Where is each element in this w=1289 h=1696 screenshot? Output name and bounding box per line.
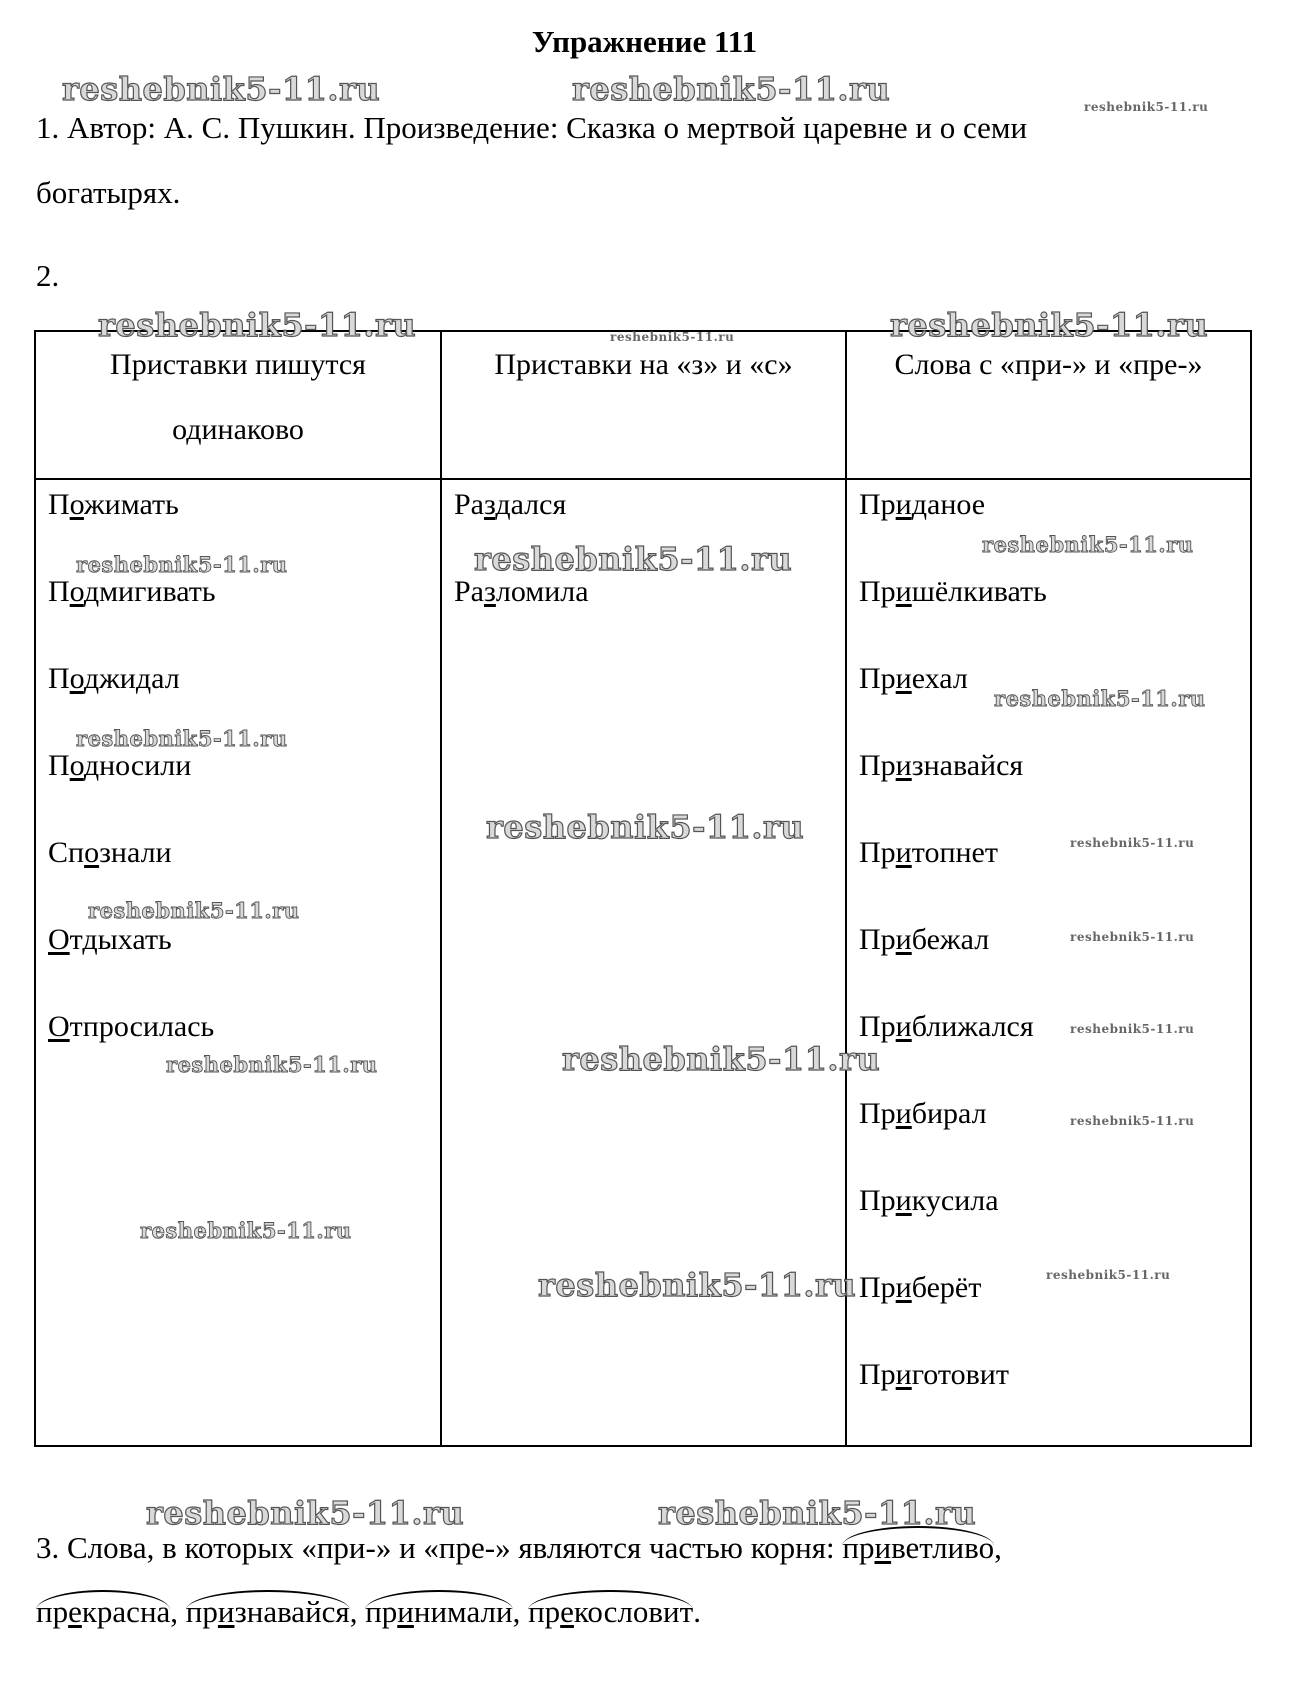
- underlined-letter: и: [895, 575, 912, 608]
- underlined-letter: и: [895, 662, 912, 695]
- table-word: Приберёт: [859, 1271, 982, 1304]
- underlined-letter: и: [397, 1594, 414, 1629]
- watermark: reshebnik5-11.ru: [1070, 836, 1195, 850]
- underlined-letter: О: [48, 923, 70, 956]
- watermark: reshebnik5-11.ru: [610, 330, 735, 344]
- question-3-line-1: 3. Слова, в которых «при-» и «пре-» являются частью корня: приветливо,: [36, 1530, 1002, 1565]
- root-word: принимали: [365, 1594, 513, 1629]
- underlined-letter: и: [895, 749, 912, 782]
- table-word: Пожимать: [48, 488, 179, 521]
- watermark: reshebnik5-11.ru: [98, 306, 417, 344]
- watermark: reshebnik5-11.ru: [486, 808, 805, 846]
- underlined-letter: и: [895, 1271, 912, 1304]
- underlined-letter: о: [69, 749, 84, 782]
- watermark: reshebnik5-11.ru: [474, 540, 793, 578]
- watermark: reshebnik5-11.ru: [890, 306, 1209, 344]
- watermark: reshebnik5-11.ru: [88, 898, 300, 923]
- question-1-line-2: богатырях.: [36, 175, 181, 210]
- watermark: reshebnik5-11.ru: [994, 686, 1206, 711]
- page-title: Упражнение 111: [531, 24, 758, 59]
- underlined-letter: и: [217, 1594, 235, 1629]
- underlined-letter: и: [895, 1184, 912, 1217]
- watermark: reshebnik5-11.ru: [658, 1494, 977, 1532]
- underlined-letter: О: [48, 1010, 70, 1043]
- root-word: приветливо: [842, 1530, 995, 1565]
- underlined-letter: з: [484, 488, 496, 521]
- watermark: reshebnik5-11.ru: [572, 70, 891, 108]
- watermark: reshebnik5-11.ru: [146, 1494, 465, 1532]
- underlined-letter: и: [895, 1010, 912, 1043]
- table-word: Приближался: [859, 1010, 1034, 1043]
- col-same-prefixes: [35, 479, 441, 1446]
- watermark: reshebnik5-11.ru: [1070, 930, 1195, 944]
- table-word: Прибежал: [859, 923, 990, 956]
- watermark: reshebnik5-11.ru: [166, 1052, 378, 1077]
- watermark: reshebnik5-11.ru: [62, 70, 381, 108]
- table-word: Приехал: [859, 662, 968, 695]
- question-1-line-1: 1. Автор: А. С. Пушкин. Произведение: Сказка о мертвой царевне и о семи: [36, 110, 1028, 145]
- question-3-intro: 3. Слова, в которых «при-» и «пре-» являются частью корня:: [36, 1530, 843, 1565]
- underlined-letter: е: [68, 1594, 82, 1629]
- underlined-letter: е: [560, 1594, 574, 1629]
- underlined-letter: и: [895, 923, 912, 956]
- table-word: Прибирал: [859, 1097, 987, 1130]
- watermark: reshebnik5-11.ru: [982, 532, 1194, 557]
- watermark: reshebnik5-11.ru: [76, 552, 288, 577]
- watermark: reshebnik5-11.ru: [140, 1218, 352, 1243]
- table-word: Прикусила: [859, 1184, 999, 1217]
- underlined-letter: и: [895, 1358, 912, 1391]
- root-word: прекословит: [528, 1594, 694, 1629]
- question-2-label: 2.: [36, 258, 60, 293]
- table-word: Отпросилась: [48, 1010, 215, 1043]
- underlined-letter: и: [895, 836, 912, 869]
- watermark: reshebnik5-11.ru: [538, 1266, 857, 1304]
- watermark: reshebnik5-11.ru: [76, 726, 288, 751]
- watermark: reshebnik5-11.ru: [562, 1040, 881, 1078]
- watermark: reshebnik5-11.ru: [1084, 100, 1209, 114]
- table-word: Разломила: [454, 575, 589, 608]
- watermark: reshebnik5-11.ru: [1070, 1022, 1195, 1036]
- table-word: Спознали: [48, 836, 172, 869]
- header-pri-pre-words: Слова с «при-» и «пре-»: [846, 331, 1251, 479]
- underlined-letter: и: [895, 1097, 912, 1130]
- underlined-letter: з: [484, 575, 496, 608]
- underlined-letter: о: [69, 488, 84, 521]
- underlined-letter: о: [69, 575, 84, 608]
- table-word: Поджидал: [48, 662, 180, 695]
- table-word: Приготовит: [859, 1358, 1009, 1391]
- watermark: reshebnik5-11.ru: [1046, 1268, 1171, 1282]
- underlined-letter: о: [84, 836, 100, 869]
- table-word: Подмигивать: [48, 575, 216, 608]
- table-word: Пришёлкивать: [859, 575, 1047, 608]
- table-word: Притопнет: [859, 836, 998, 869]
- table-word: Признавайся: [859, 749, 1024, 782]
- question-3-line-2: прекрасна, признавайся, принимали, прекословит.: [36, 1594, 701, 1629]
- header-z-s-prefixes: Приставки на «з» и «с»: [441, 331, 846, 479]
- root-word: прекрасна: [36, 1594, 171, 1629]
- col-pri-pre-words: [846, 479, 1251, 1446]
- root-word: признавайся: [185, 1594, 350, 1629]
- underlined-letter: и: [895, 488, 912, 521]
- watermark: reshebnik5-11.ru: [1070, 1114, 1195, 1128]
- table-word: Отдыхать: [48, 923, 172, 956]
- table-word: Приданое: [859, 488, 986, 521]
- table-word: Подносили: [48, 749, 192, 782]
- underlined-letter: о: [69, 662, 84, 695]
- underlined-letter: и: [874, 1530, 892, 1565]
- table-word: Раздался: [454, 488, 567, 521]
- header-same-prefixes: Приставки пишутся одинаково: [35, 331, 441, 479]
